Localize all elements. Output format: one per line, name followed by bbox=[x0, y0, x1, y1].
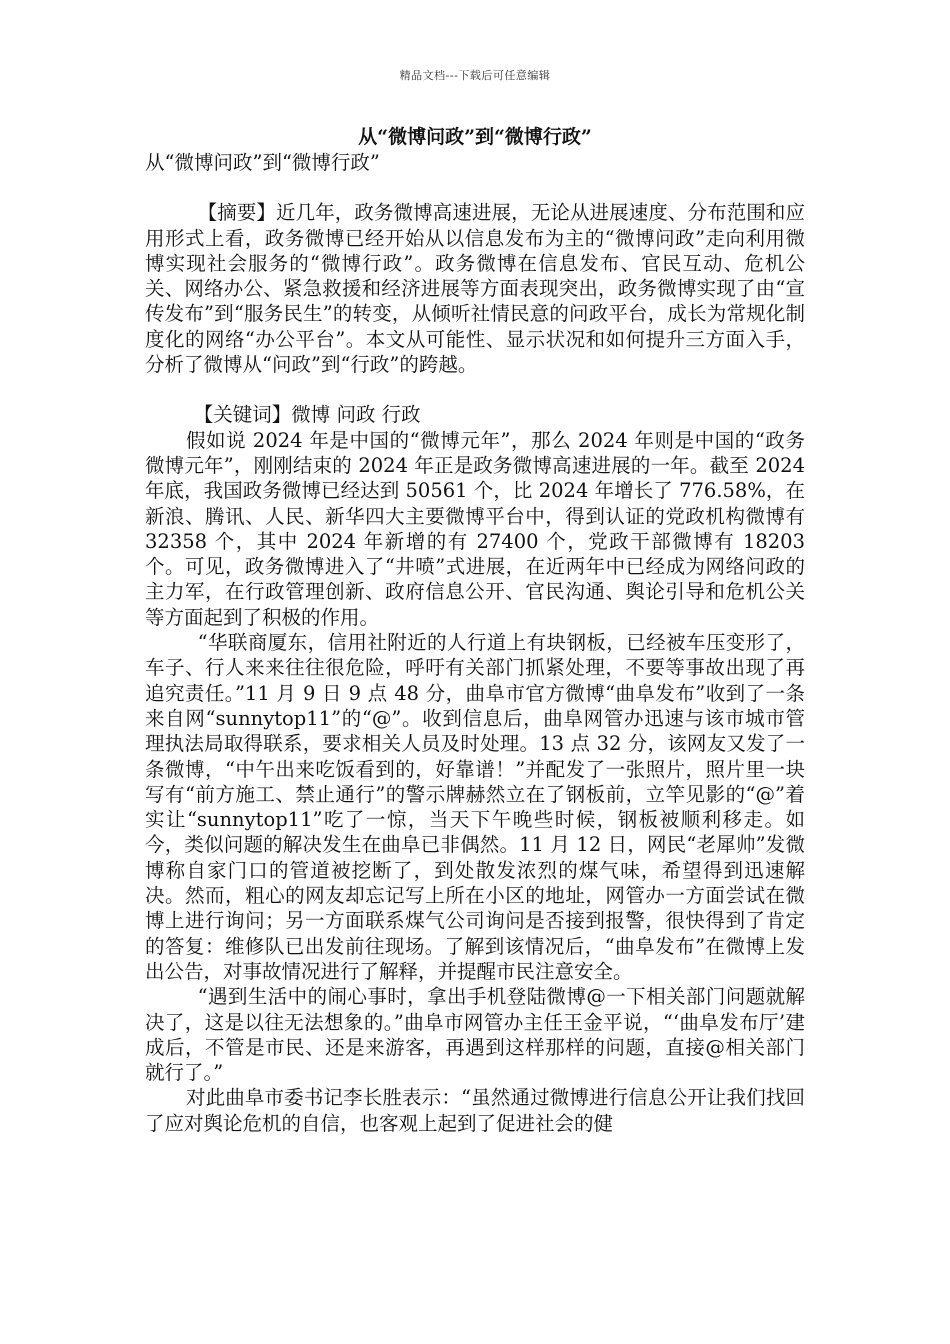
body-paragraph: “遇到生活中的闹心事时，拿出手机登陆微博@一下相关部门问题就解决了，这是以往无法想象的。”曲阜市网管办主任王金平说，“‘曲阜发布厅’建成后，不管是市民、还是来游客，再遇到这样那样的问题，直接@相关部门就行了。” bbox=[145, 985, 805, 1085]
body-paragraph: 对此曲阜市委书记李长胜表示：“虽然通过微博进行信息公开让我们找回了应对舆论危机的自信，也客观上起到了促进社会的健 bbox=[145, 1086, 805, 1135]
keywords-line: 【关键词】微博 问政 行政 bbox=[193, 403, 421, 427]
body-paragraph: 假如说 2024 年是中国的“微博元年”，那么 2024 年则是中国的“政务微博元年”，刚刚结束的 2024 年正是政务微博高速进展的一年。截至 2024 年底，我国政务微博已经达到 50561 个，比 2024 年增长了 776.58%，在新浪、腾讯、人民、新华四大主要微博平台中，得到认证的党政机构微博有 32358 个，其中 2024 年新增的有 27400 个，党政干部微博有 18203 个。可见，政务微博进入了“井喷”式进展，在近两年中已经成为网络问政的主力军，在行政管理创新、政府信息公开、官民沟通、舆论引导和危机公关等方面起到了积极的作用。 bbox=[145, 428, 805, 629]
blank-line bbox=[145, 175, 805, 200]
document-title: 从“微博问政”到“微博行政” bbox=[358, 126, 592, 148]
blank-line bbox=[145, 377, 805, 402]
header-note: 精品文档---下载后可任意编辑 bbox=[399, 69, 551, 82]
document-body bbox=[145, 150, 805, 1136]
abstract-paragraph: 【摘要】近几年，政务微博高速进展，无论从进展速度、分布范围和应用形式上看，政务微博已经开始从以信息发布为主的“微博问政”走向利用微博实现社会服务的“微博行政”。政务微博在信息发布、官民互动、危机公关、网络办公、紧急救援和经济进展等方面表现突出，政务微博实现了由“宣传发布”到“服务民生”的转变，从倾听社情民意的问政平台，成长为常规化制度化的网络“办公平台”。本文从可能性、显示状况和如何提升三方面入手，分析了微博从“问政”到“行政”的跨越。 bbox=[145, 201, 805, 377]
document-subtitle: 从“微博问政”到“微博行政” bbox=[145, 151, 380, 174]
body-paragraph: “华联商厦东，信用社附近的人行道上有块钢板，已经被车压变形了，车子、行人来来往往很危险，呼吁有关部门抓紧处理，不要等事故出现了再追究责任。”11 月 9 日 9 点 48 分，曲阜市官方微博“曲阜发布”收到了一条来自网“sunnytop11”的“@”。收到信息后，曲阜网管办迅速与该市城市管理执法局取得联系，要求相关人员及时处理。13 点 32 分，该网友又发了一条微博，“中午出来吃饭看到的，好靠谱！”并配发了一张照片，照片里一块写有“前方施工、禁止通行”的警示牌赫然立在了钢板前，立竿见影的“@”着实让“sunnytop11”吃了一惊，当天下午晚些时候，钢板被顺利移走。如今，类似问题的解决发生在曲阜已非偶然。11 月 12 日，网民“老犀帅”发微博称自家门口的管道被挖断了，到处散发浓烈的煤气味，希望得到迅速解决。然而，粗心的网友却忘记写上所在小区的地址，网管办一方面尝试在微博上进行询问；另一方面联系煤气公司询问是否接到报警，很快得到了肯定的答复：维修队已出发前往现场。了解到该情况后，“曲阜发布”在微博上发出公告，对事故情况进行了解释，并提醒市民注意安全。 bbox=[145, 631, 805, 983]
